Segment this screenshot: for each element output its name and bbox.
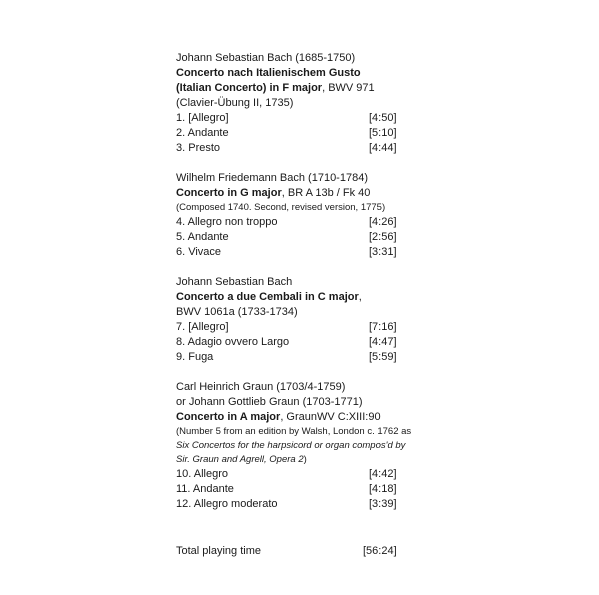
- catalogue-number: , BR A 13b / Fk 40: [281, 187, 371, 199]
- track-title: 11. Andante: [176, 483, 234, 495]
- track-row: [176, 482, 416, 497]
- track-title: 4. Allegro non troppo: [176, 216, 278, 228]
- catalogue-number: , BWV 971: [322, 82, 375, 94]
- track-title: 7. [Allegro]: [176, 321, 229, 333]
- section-wf-bach-concerto: [176, 171, 416, 260]
- section-graun-concerto: [176, 380, 416, 512]
- track-row: [176, 215, 416, 230]
- work-title-bold: Concerto in A major: [176, 411, 281, 423]
- work-note: [176, 453, 416, 467]
- track-duration: [5:59]: [369, 351, 397, 363]
- total-label: Total playing time: [176, 545, 261, 557]
- work-title-punct: ,: [358, 291, 362, 303]
- track-duration: [5:10]: [369, 127, 397, 139]
- track-duration: [4:18]: [369, 483, 397, 495]
- composer: Johann Sebastian Bach: [176, 276, 293, 288]
- track-title: 3. Presto: [176, 142, 221, 154]
- total-playing-time: [176, 544, 416, 559]
- track-duration: [3:39]: [369, 498, 397, 510]
- catalogue-number: , GraunWV C:XIII:90: [280, 411, 381, 423]
- composer: Wilhelm Friedemann Bach (1710-1784): [176, 172, 368, 184]
- track-row: [176, 141, 416, 156]
- composer: Carl Heinrich Graun (1703/4-1759): [176, 381, 346, 393]
- track-duration: [7:16]: [369, 321, 397, 333]
- track-title: 6. Vivace: [176, 246, 222, 258]
- work-title: Concerto nach Italienischem Gusto: [176, 67, 361, 79]
- track-row: [176, 126, 416, 141]
- track-duration: [4:42]: [369, 468, 397, 480]
- total-duration: [56:24]: [363, 545, 397, 557]
- track-title: 8. Adagio ovvero Largo: [176, 336, 290, 348]
- work-note: (Number 5 from an edition by Walsh, London c. 1762 as: [176, 426, 412, 437]
- track-duration: [4:44]: [369, 142, 397, 154]
- work-note-end: ): [303, 454, 307, 465]
- track-title: 2. Andante: [176, 127, 229, 139]
- work-title-bold: Concerto a due Cembali in C major: [176, 291, 359, 303]
- section-italian-concerto: [176, 51, 416, 156]
- track-duration: [2:56]: [369, 231, 397, 243]
- work-title-bold: Concerto in G major: [176, 187, 282, 199]
- composer: Johann Sebastian Bach (1685-1750): [176, 52, 356, 64]
- track-title: 1. [Allegro]: [176, 112, 229, 124]
- track-title: 5. Andante: [176, 231, 229, 243]
- work-subtitle: (Clavier-Übung II, 1735): [176, 97, 294, 109]
- track-row: [176, 497, 416, 512]
- work-title: [176, 290, 416, 305]
- composer-alt: or Johann Gottlieb Graun (1703-1771): [176, 396, 363, 408]
- work-title-bold: (Italian Concerto) in F major: [176, 82, 323, 94]
- track-row: [176, 230, 416, 245]
- track-row: [176, 467, 416, 482]
- work-title: [176, 410, 416, 425]
- work-title: [176, 186, 416, 201]
- work-note: Six Concertos for the harpsicord or organ compos'd by: [176, 440, 406, 451]
- work-note-italic: Sir. Graun and Agrell, Opera 2: [176, 454, 304, 465]
- track-title: 9. Fuga: [176, 351, 214, 363]
- track-duration: [4:47]: [369, 336, 397, 348]
- section-two-harpsichords: [176, 275, 416, 365]
- track-title: 10. Allegro: [176, 468, 228, 480]
- track-duration: [4:50]: [369, 112, 397, 124]
- work-title-line2: [176, 81, 416, 96]
- work-subtitle: BWV 1061a (1733-1734): [176, 306, 298, 318]
- track-row: [176, 350, 416, 365]
- track-row: [176, 335, 416, 350]
- track-duration: [3:31]: [369, 246, 397, 258]
- tracklist: [176, 51, 416, 527]
- work-note: (Composed 1740. Second, revised version, 1775): [176, 202, 386, 213]
- track-row: [176, 320, 416, 335]
- track-row: [176, 111, 416, 126]
- track-title: 12. Allegro moderato: [176, 498, 278, 510]
- track-duration: [4:26]: [369, 216, 397, 228]
- track-row: [176, 245, 416, 260]
